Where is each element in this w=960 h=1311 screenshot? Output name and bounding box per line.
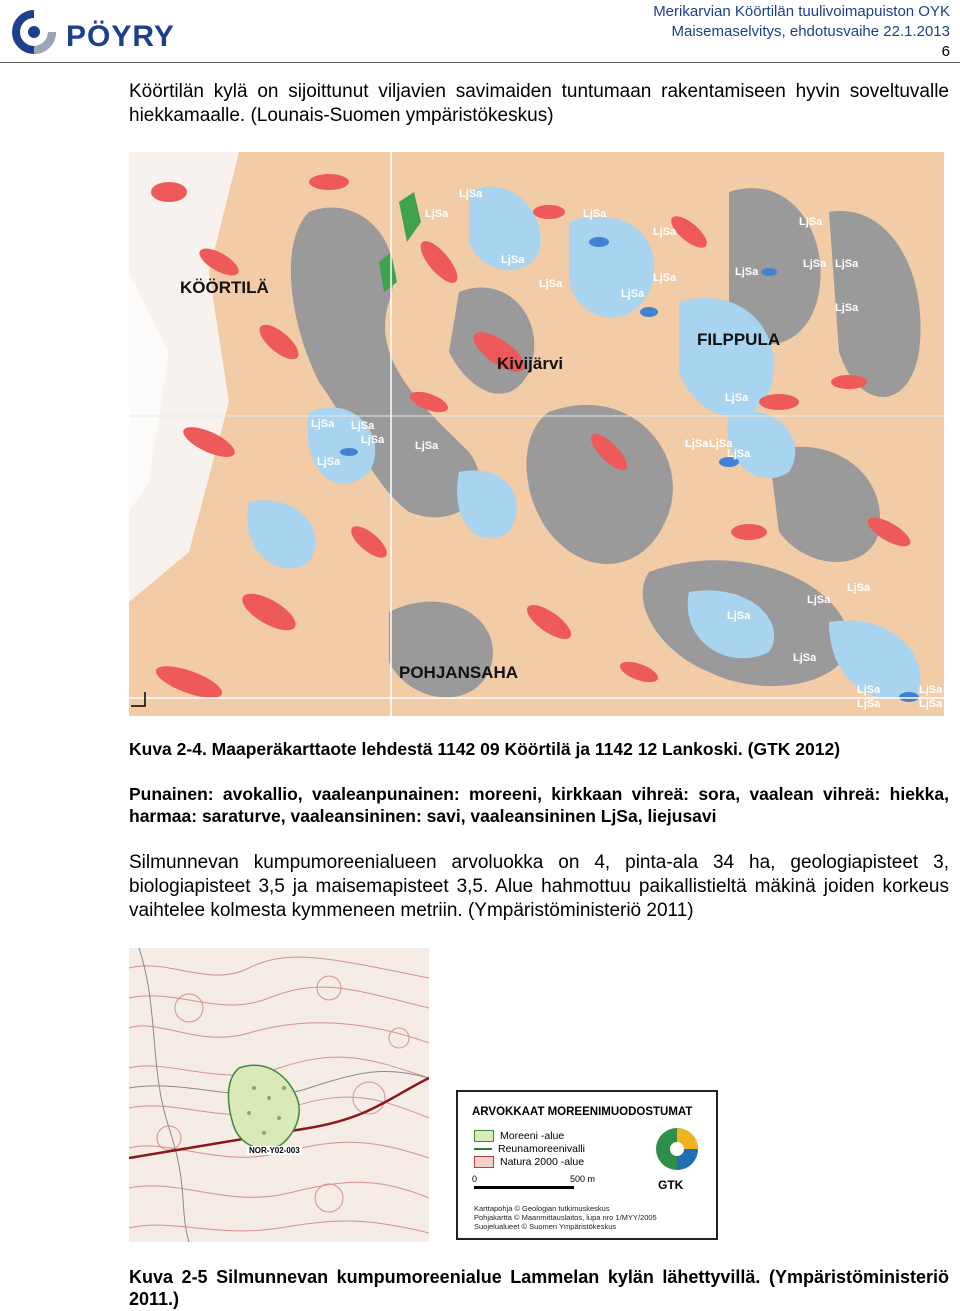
soil-code-label: LjSa — [793, 652, 817, 664]
legend-swatch-moraine — [474, 1130, 494, 1142]
soil-code-label: LjSa — [709, 438, 733, 450]
legend-label-natura: Natura 2000 -alue — [500, 1156, 585, 1168]
soil-code-label: LjSa — [361, 434, 385, 446]
place-label-filppula: FILPPULA — [697, 330, 781, 349]
soil-code-label: LjSa — [685, 438, 709, 450]
document-title: Merikarvian Köörtilän tuulivoimapuiston OYK — [653, 3, 950, 20]
soil-code-label: LjSa — [835, 258, 859, 270]
figure-caption-1: Kuva 2-4. Maaperäkarttaote lehdestä 1142 09 Köörtilä ja 1142 12 Lankoski. (GTK 2012) — [129, 739, 841, 759]
soil-map-graphic — [129, 152, 944, 716]
scale-bar — [474, 1186, 574, 1189]
credit-line: Karttapohja © Geologian tutkimuskeskus — [474, 1204, 610, 1213]
soil-code-label: LjSa — [857, 698, 881, 710]
soil-code-label: LjSa — [583, 208, 607, 220]
map-credits — [474, 1204, 657, 1231]
credit-line: Suojelualueet © Suomen Ympäristökeskus — [474, 1222, 617, 1231]
intro-paragraph: Köörtilän kylä on sijoittunut viljavien savimaiden tuntumaan rakentamiseen hyvin soveltuvalle hiekkamaalle. (Lounais-Suomen ympäristökeskus) — [129, 81, 949, 126]
legend-item-end-moraine — [474, 1143, 585, 1155]
legend-label-moraine: Moreeni -alue — [500, 1130, 565, 1142]
soil-code-label: LjSa — [735, 266, 759, 278]
header-info — [653, 2, 950, 62]
page-number: 6 — [941, 43, 950, 60]
soil-code-label: LjSa — [799, 216, 823, 228]
soil-code-label: LjSa — [351, 420, 375, 432]
credit-line: Pohjakartta © Maanmittauslaitos, lupa nro 1/MYY/2005 — [474, 1213, 657, 1222]
soil-code-label: LjSa — [919, 684, 943, 696]
legend-swatch-natura — [474, 1156, 494, 1168]
soil-code-label: LjSa — [459, 188, 483, 200]
soil-code-label: LjSa — [539, 278, 563, 290]
legend-swatch-end-moraine — [474, 1148, 492, 1150]
header-rule — [0, 62, 960, 63]
soil-code-label: LjSa — [803, 258, 827, 270]
soil-code-label: LjSa — [501, 254, 525, 266]
area-id-label: NOR-Y02-003 — [249, 1146, 300, 1155]
soil-code-label: LjSa — [727, 448, 751, 460]
moraine-map — [129, 948, 429, 1242]
soil-code-label: LjSa — [919, 698, 943, 710]
legend-title: ARVOKKAAT MOREENIMUODOSTUMAT — [472, 1106, 693, 1118]
scale-start: 0 — [472, 1174, 478, 1184]
logo-text: PÖYRY — [66, 20, 175, 53]
moraine-map-legend — [456, 1090, 718, 1240]
soil-code-label: LjSa — [425, 208, 449, 220]
soil-code-label: LjSa — [857, 684, 881, 696]
moraine-map-graphic — [129, 948, 429, 1242]
gtk-logo-icon — [654, 1126, 700, 1172]
poyry-logo — [8, 8, 208, 56]
soil-code-label: LjSa — [847, 582, 871, 594]
soil-code-label: LjSa — [621, 288, 645, 300]
place-label-kivijarvi: Kivijärvi — [497, 354, 564, 373]
page-header — [0, 0, 960, 64]
gtk-logo-text: GTK — [658, 1178, 684, 1192]
silmunneva-paragraph: Silmunnevan kumpumoreenialueen arvoluokka on 4, pinta-ala 34 ha, geologiapisteet 3, biologiapisteet 3,5 ja maisemapisteet 3,5. Alue hahmottuu paikallistieltä mäkinä joiden korkeus vaihtelee kolmesta kymmeneen metriin. (Ympäristöministeriö 2011) — [129, 852, 949, 921]
soil-code-label: LjSa — [727, 610, 751, 622]
place-label-pohjansaha: POHJANSAHA — [399, 663, 519, 682]
legend-explanation: Punainen: avokallio, vaaleanpunainen: moreeni, kirkkaan vihreä: sora, vaalean vihreä: hiekka, harmaa: saraturve, vaaleansininen: savi, vaaleansininen LjSa, liejusavi — [129, 784, 949, 826]
soil-code-label: LjSa — [653, 272, 677, 284]
soil-code-label: LjSa — [653, 226, 677, 238]
scale-end: 500 m — [570, 1174, 596, 1184]
soil-code-label: LjSa — [725, 392, 749, 404]
soil-code-label: LjSa — [415, 440, 439, 452]
soil-map — [129, 152, 944, 716]
document-subtitle: Maisemaselvitys, ehdotusvaihe 22.1.2013 — [671, 23, 950, 40]
figure-caption-2: Kuva 2-5 Silmunnevan kumpumoreenialue Lammelan kylän lähettyvillä. (Ympäristöministeriö 2011.) — [129, 1267, 949, 1309]
legend-item-moraine — [474, 1130, 564, 1142]
soil-code-label: LjSa — [807, 594, 831, 606]
legend-item-natura — [474, 1156, 584, 1168]
poyry-logo-icon — [8, 8, 60, 56]
soil-code-label: LjSa — [311, 418, 335, 430]
legend-label-end-moraine: Reunamoreenivalli — [498, 1143, 585, 1155]
soil-code-label: LjSa — [835, 302, 859, 314]
soil-code-label: LjSa — [317, 456, 341, 468]
place-label-koortila: KÖÖRTILÄ — [180, 278, 269, 297]
